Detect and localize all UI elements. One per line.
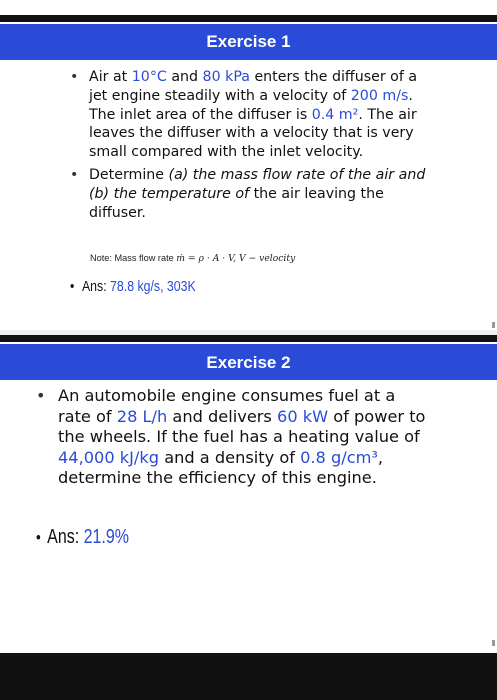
inlet-temperature: 10°C xyxy=(131,69,167,85)
inlet-pressure: 80 kPa xyxy=(202,69,250,85)
exercise-1-task-bullet: • Determine (a) the mass flow rate of the air and (b) the temperature of the air leaving the diffuser. xyxy=(70,166,430,222)
mass-flow-formula: ṁ = ρ · A · V, V − velocity xyxy=(176,253,296,264)
power-output: 60 kW xyxy=(277,406,329,426)
bottom-dark-bar xyxy=(0,653,497,700)
slide-top-border xyxy=(0,335,497,342)
inlet-area: 0.4 m² xyxy=(311,106,359,123)
exercise-1-slide xyxy=(0,0,497,330)
exercise-1-bullets xyxy=(70,68,430,226)
exercise-2-answer: • Ans: 21.9% xyxy=(36,526,129,548)
inlet-velocity: 200 m/s xyxy=(350,87,409,104)
slide-corner-marker xyxy=(492,640,495,646)
exercise-1-problem-bullet: • Air at 10°C and 80 kPa enters the diffuser of a jet engine steadily with a velocity of 200 m/s. The inlet area of the diffuser is 0.4 m². The air leaves the diffuser with a velocity that is very small compared with the inlet velocity. xyxy=(70,68,430,162)
mass-flow-note: Note: Mass flow rate ṁ = ρ · A · V, V − velocity xyxy=(90,253,296,264)
heating-value: 44,000 kJ/kg xyxy=(58,447,160,467)
fuel-density: 0.8 g/cm³ xyxy=(300,447,378,467)
exercise-2-problem-bullet: • An automobile engine consumes fuel at a rate of 28 L/h and delivers 60 kW of power to the wheels. If the fuel has a heating value of 44,000 kJ/kg and a density of 0.8 g/cm³, determine the efficiency of this engine. xyxy=(36,386,431,489)
exercise-1-answer-value: 78.8 kg/s, 303K xyxy=(110,279,196,295)
slide-corner-marker xyxy=(492,322,495,328)
exercise-2-title: Exercise 2 xyxy=(0,344,497,380)
slide-top-border xyxy=(0,15,497,22)
exercise-1-answer: • Ans: 78.8 kg/s, 303K xyxy=(70,279,196,295)
exercise-2-answer-value: 21.9% xyxy=(83,526,129,548)
exercise-1-title: Exercise 1 xyxy=(0,24,497,60)
fuel-rate: 28 L/h xyxy=(116,406,168,426)
exercise-2-slide xyxy=(0,335,497,653)
exercise-2-bullets xyxy=(36,386,431,489)
